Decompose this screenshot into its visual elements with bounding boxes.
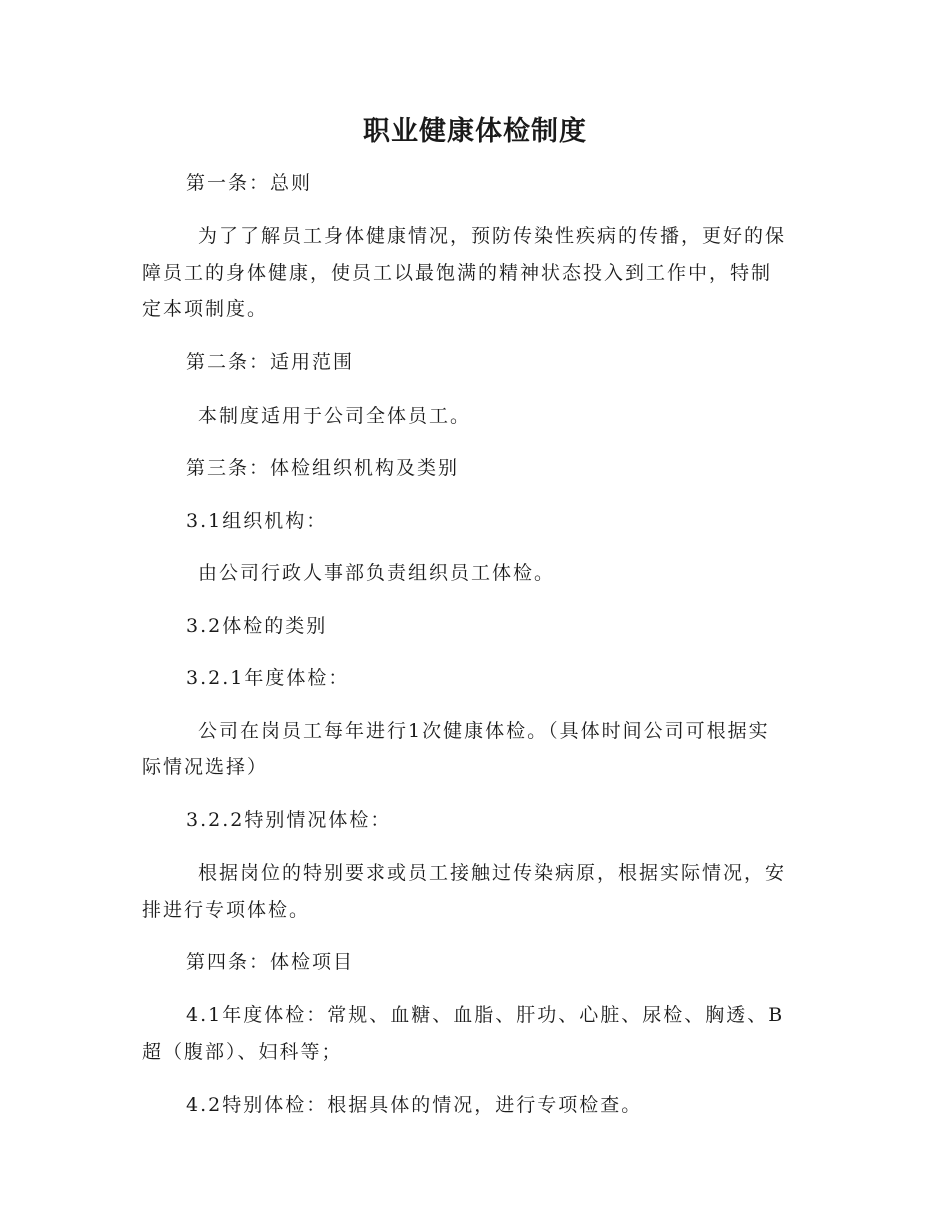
section-3-2-1-body-line-1: 公司在岗员工每年进行1次健康体检。（具体时间公司可根据实 [198,720,770,742]
article-2-heading: 第二条：适用范围 [186,351,355,373]
document-title: 职业健康体检制度 [363,116,587,147]
article-1-body-line-3: 定本项制度。 [142,298,269,320]
article-2-body: 本制度适用于公司全体员工。 [198,405,472,427]
section-3-2-heading: 3.2体检的类别 [186,615,328,637]
section-3-1-body: 由公司行政人事部负责组织员工体检。 [198,562,556,584]
section-3-2-1-body-line-2: 际情况选择） [142,756,269,778]
article-4-heading: 第四条：体检项目 [186,951,355,973]
section-3-2-1-heading: 3.2.1年度体检： [186,667,350,689]
section-3-2-2-heading: 3.2.2特别情况体检： [186,809,392,831]
article-1-body-line-2: 障员工的身体健康，使员工以最饱满的精神状态投入到工作中，特制 [142,262,773,284]
article-1-body-line-1: 为了了解员工身体健康情况，预防传染性疾病的传播，更好的保 [198,225,787,247]
section-3-2-2-body-line-2: 排进行专项体检。 [142,899,311,921]
section-4-2-body: 4.2特别体检：根据具体的情况，进行专项检查。 [186,1094,643,1116]
section-4-1-line-2: 超（腹部）、妇科等； [142,1041,343,1063]
section-3-2-2-body-line-1: 根据岗位的特别要求或员工接触过传染病原，根据实际情况，安 [198,862,787,884]
article-1-heading: 第一条：总则 [186,172,313,194]
section-4-1-line-1: 4.1年度体检：常规、血糖、血脂、肝功、心脏、尿检、胸透、B [186,1004,785,1026]
article-3-heading: 第三条：体检组织机构及类别 [186,457,460,479]
section-3-1-heading: 3.1组织机构： [186,510,328,532]
